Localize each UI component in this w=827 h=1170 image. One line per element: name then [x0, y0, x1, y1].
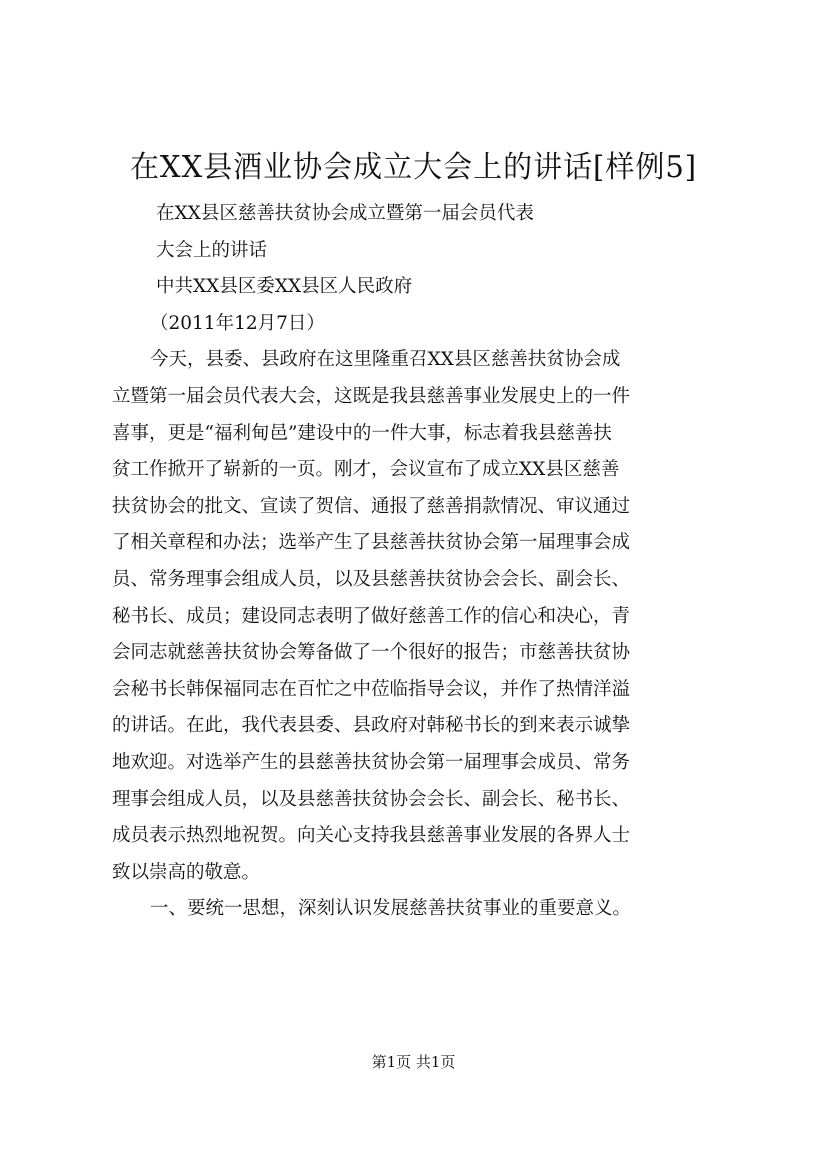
document-title: 在XX县酒业协会成立大会上的讲话[样例5] — [129, 150, 698, 185]
paragraph-line: 的讲话。在此，我代表县委、县政府对韩秘书长的到来表示诚挚 — [112, 715, 631, 737]
paragraph-line: 喜事，更是“福利甸邑”建设中的一件大事，标志着我县慈善扶 — [112, 422, 612, 444]
paragraph-line: 贫工作掀开了崭新的一页。刚才，会议宣布了成立XX县区慈善 — [112, 459, 620, 481]
subtitle-date: （2011年12月7日） — [150, 312, 325, 334]
paragraph-line: 员、常务理事会组成人员，以及县慈善扶贫协会会长、副会长、 — [112, 568, 631, 590]
paragraph-line: 地欢迎。对选举产生的县慈善扶贫协会第一届理事会成员、常务 — [112, 751, 631, 773]
page-footer: 第1页 共1页 — [371, 1053, 456, 1071]
subtitle-line-3: 中共XX县区委XX县区人民政府 — [156, 276, 413, 298]
paragraph-1 — [112, 342, 742, 891]
subtitle-line-2: 大会上的讲话 — [156, 239, 268, 261]
paragraph-line: 理事会组成人员，以及县慈善扶贫协会会长、副会长、秘书长、 — [112, 788, 631, 810]
subtitle-line-1: 在XX县区慈善扶贫协会成立暨第一届会员代表 — [156, 203, 534, 224]
paragraph-line: 秘书长、成员；建设同志表明了做好慈善工作的信心和决心，青 — [112, 605, 631, 627]
paragraph-line: 会同志就慈善扶贫协会筹备做了一个很好的报告；市慈善扶贫协 — [112, 642, 631, 664]
paragraph-line: 立暨第一届会员代表大会，这既是我县慈善事业发展史上的一件 — [112, 385, 631, 407]
paragraph-line: 成员表示热烈地祝贺。向关心支持我县慈善事业发展的各界人士 — [112, 825, 631, 847]
paragraph-line-text: 今天，县委、县政府在这里隆重召XX县区慈善扶贫协会成 — [150, 349, 621, 371]
paragraph-line: 致以崇高的敬意。 — [112, 861, 261, 883]
paragraph-line: 了相关章程和办法；选举产生了县慈善扶贫协会第一届理事会成 — [112, 532, 631, 554]
paragraph-line: 扶贫协会的批文、宣读了贺信、通报了慈善捐款情况、审议通过 — [112, 495, 631, 517]
document-body — [112, 196, 742, 928]
paragraph-line: 会秘书长韩保福同志在百忙之中莅临指导会议，并作了热情洋溢 — [112, 678, 631, 700]
paragraph-2: 一、要统一思想，深刻认识发展慈善扶贫事业的重要意义。 — [150, 898, 632, 920]
paragraph-line — [112, 342, 742, 379]
